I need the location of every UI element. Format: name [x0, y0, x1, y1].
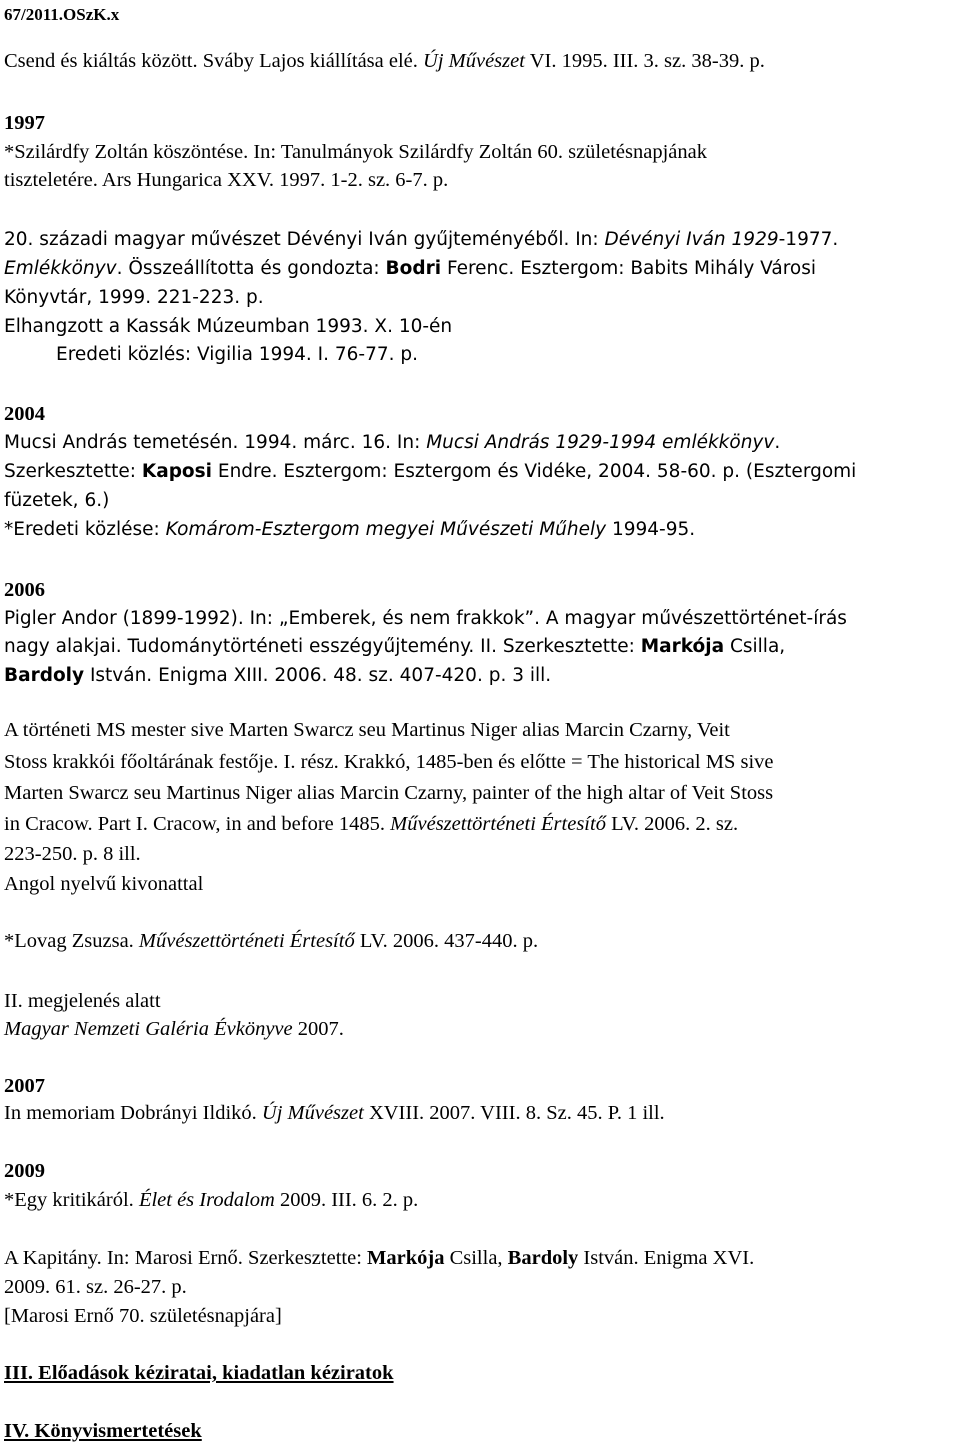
- entry-line: *Szilárdfy Zoltán köszöntése. In: Tanulmányok Szilárdfy Zoltán 60. születésnapjának: [4, 141, 707, 163]
- entry-text: 2009. III. 6. 2. p.: [274, 1189, 419, 1211]
- journal-title: Komárom-Esztergom megyei Művészeti Műhely: [165, 519, 607, 540]
- journal-title: Élet és Irodalom: [138, 1189, 275, 1211]
- entry-text: Szerkesztette:: [4, 461, 142, 482]
- entry-text: István. Enigma XIII. 2006. 48. sz. 407-420. p. 3 ill.: [84, 665, 552, 686]
- entry-line: Eredeti közlés: Vigilia 1994. I. 76-77. p.: [56, 344, 418, 365]
- entry-line: [4, 459, 856, 485]
- entry-line: 223-250. p. 8 ill.: [4, 843, 141, 865]
- editor-name: Bardoly: [4, 665, 85, 686]
- entry-line: [Marosi Ernő 70. születésnapjára]: [4, 1305, 282, 1327]
- journal-title: Új Művészet: [423, 50, 525, 72]
- entry-line: tiszteletére. Ars Hungarica XXV. 1997. 1-2. sz. 6-7. p.: [4, 169, 449, 191]
- entry-text: 20. századi magyar művészet Dévényi Iván gyűjteményéből. In:: [4, 229, 605, 250]
- entry-text: -1977.: [778, 229, 839, 250]
- year-heading-2006: 2006: [4, 579, 45, 601]
- entry-text: nagy alakjai. Tudománytörténeti esszégyűjtemény. II. Szerkesztette:: [4, 636, 641, 657]
- year-heading-2007: 2007: [4, 1075, 45, 1097]
- entry-line: Pigler Andor (1899-1992). In: „Emberek, és nem frakkok”. A magyar művészettörténet-írás: [4, 608, 847, 629]
- section-heading-iv: IV. Könyvismertetések: [4, 1420, 202, 1442]
- year-heading-2004: 2004: [4, 403, 45, 425]
- entry-line: Elhangzott a Kassák Múzeumban 1993. X. 10-én: [4, 316, 453, 337]
- entry-line: [4, 634, 785, 660]
- entry-text: Endre. Esztergom: Esztergom és Vidéke, 2004. 58-60. p. (Esztergomi: [212, 461, 857, 482]
- entry-line: [4, 430, 780, 456]
- entry-text: *Egy kritikáról.: [4, 1189, 139, 1211]
- entry-text: in Cracow. Part I. Cracow, in and before 1485.: [4, 813, 391, 835]
- entry-text: .: [774, 432, 781, 453]
- entry-line: Könyvtár, 1999. 221-223. p.: [4, 287, 264, 308]
- entry-text: Mucsi András temetésén. 1994. márc. 16. In:: [4, 432, 427, 453]
- entry-line: [4, 1100, 665, 1126]
- entry-text: *Lovag Zsuzsa.: [4, 930, 139, 952]
- entry-line: füzetek, 6.): [4, 490, 110, 511]
- book-title: Emlékkönyv: [4, 258, 117, 279]
- entry-text: Csilla,: [724, 636, 786, 657]
- entry-text: Ferenc. Esztergom: Babits Mihály Városi: [441, 258, 817, 279]
- entry-text: LV. 2006. 2. sz.: [605, 813, 739, 835]
- book-title: Dévényi Iván 1929: [604, 229, 779, 250]
- journal-title: Művészettörténeti Értesítő: [138, 930, 355, 952]
- entry-text: XVIII. 2007. VIII. 8. Sz. 45. P. 1 ill.: [363, 1102, 665, 1124]
- entry-text: István. Enigma XVI.: [578, 1247, 755, 1269]
- book-title: Mucsi András 1929-1994 emlékkönyv: [426, 432, 775, 453]
- year-heading-1997: 1997: [4, 112, 45, 134]
- entry-line: 2009. 61. sz. 26-27. p.: [4, 1276, 187, 1298]
- entry-line: Marten Swarcz seu Martinus Niger alias Marcin Czarny, painter of the high altar of Veit Stoss: [4, 782, 774, 804]
- entry-line: [4, 256, 816, 282]
- editor-name: Bodri: [385, 258, 442, 279]
- entry-line: [4, 663, 551, 689]
- entry-line: II. megjelenés alatt: [4, 990, 161, 1012]
- entry-line: [4, 517, 695, 543]
- entry-text: 2007.: [292, 1018, 344, 1040]
- journal-title: Magyar Nemzeti Galéria Évkönyve: [4, 1018, 293, 1040]
- journal-title: Művészettörténeti Értesítő: [390, 813, 606, 835]
- editor-name: Bardoly: [507, 1247, 579, 1269]
- entry-line: A történeti MS mester sive Marten Swarcz seu Martinus Niger alias Marcin Czarny, Veit: [4, 719, 730, 741]
- entry-text: 1994-95.: [606, 519, 696, 540]
- editor-name: Markója: [640, 636, 725, 657]
- entry-line: Angol nyelvű kivonattal: [4, 873, 204, 895]
- entry-text: Csend és kiáltás között. Sváby Lajos kiállítása elé.: [4, 50, 424, 72]
- entry-text: In memoriam Dobrányi Ildikó.: [4, 1102, 262, 1124]
- entry-line: Stoss krakkói főoltárának festője. I. rész. Krakkó, 1485-ben és előtte = The historical MS sive: [4, 751, 774, 773]
- entry-line: [4, 227, 838, 253]
- entry-line: [4, 811, 738, 837]
- document-code: 67/2011.OSzK.x: [4, 5, 120, 24]
- entry-line: [4, 1016, 344, 1042]
- entry-line: [4, 1245, 754, 1271]
- journal-title: Új Művészet: [261, 1102, 364, 1124]
- section-heading-iii: III. Előadások kéziratai, kiadatlan kéziratok: [4, 1362, 394, 1384]
- editor-name: Markója: [367, 1247, 445, 1269]
- entry-line: [4, 48, 765, 74]
- entry-text: . Összeállította és gondozta:: [116, 258, 386, 279]
- entry-text: VI. 1995. III. 3. sz. 38-39. p.: [524, 50, 765, 72]
- entry-line: [4, 928, 538, 954]
- year-heading-2009: 2009: [4, 1160, 45, 1182]
- entry-text: A Kapitány. In: Marosi Ernő. Szerkesztette:: [4, 1247, 368, 1269]
- entry-text: Csilla,: [444, 1247, 508, 1269]
- entry-text: *Eredeti közlése:: [4, 519, 166, 540]
- editor-name: Kaposi: [141, 461, 212, 482]
- entry-line: [4, 1187, 418, 1213]
- entry-text: LV. 2006. 437-440. p.: [354, 930, 539, 952]
